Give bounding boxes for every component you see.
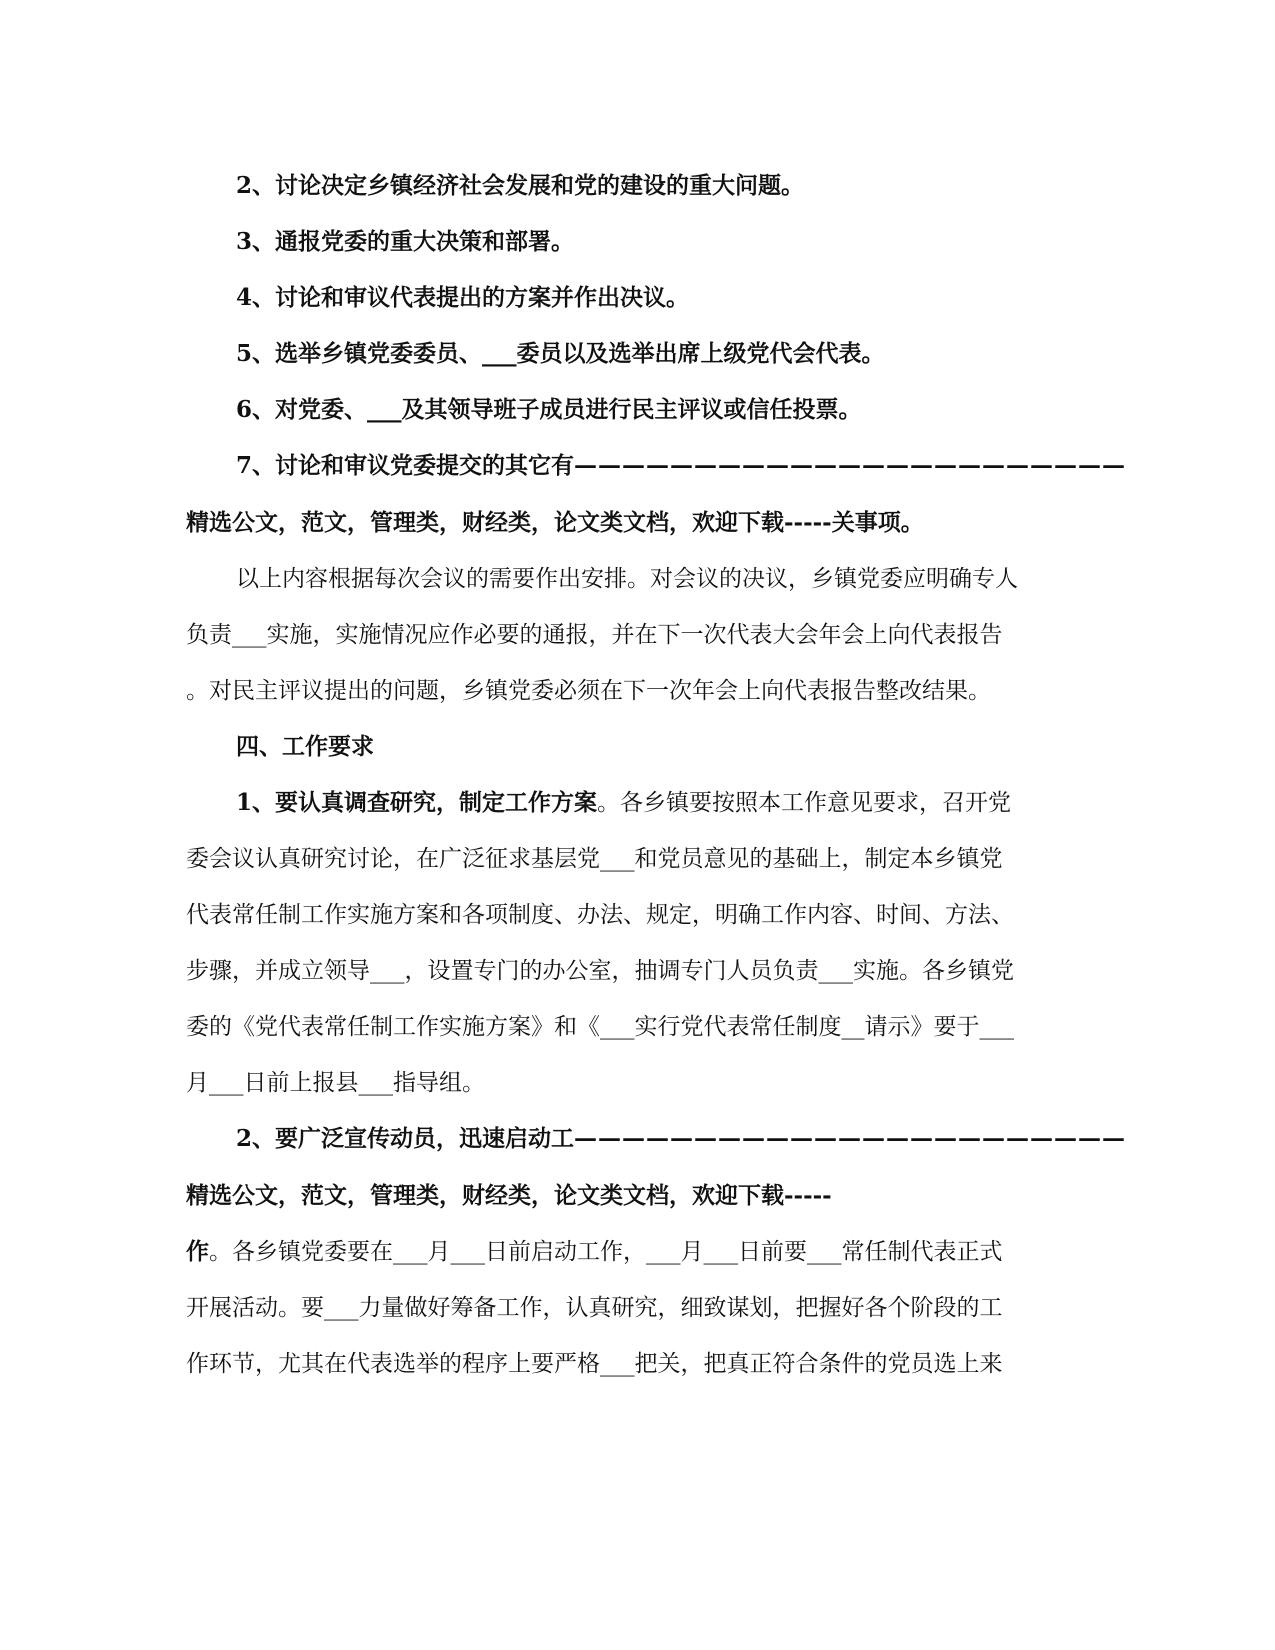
requirement-1-first-line [236,787,1011,819]
requirement-2-cont-lead: 作 [186,1238,209,1265]
requirement-1-lead: 1、要认真调查研究，制定工作方案 [236,789,598,816]
watermark-line: 精选公文，范文，管理类，财经类，论文类文档，欢迎下载-----关事项。 [186,509,924,536]
paragraph-line: 。对民主评议提出的问题，乡镇党委必须在下一次年会上向代表报告整改结果。 [186,678,991,704]
paragraph-line: 代表常任制工作实施方案和各项制度、办法、规定，明确工作内容、时间、方法、 [186,902,1014,928]
list-item-4: 4、讨论和审议代表提出的方案并作出决议。 [236,284,690,311]
watermark-line: 精选公文，范文，管理类，财经类，论文类文档，欢迎下载----- [186,1182,832,1209]
list-item-3: 3、通报党委的重大决策和部署。 [236,228,575,255]
requirement-2-lead: 2、要广泛宣传动员，迅速启动工 [236,1125,575,1152]
requirement-2-continued [186,1236,1003,1268]
requirement-2-first-line [236,1123,1126,1155]
paragraph-line: 委会议认真研究讨论，在广泛征求基层党___和党员意见的基础上，制定本乡镇党 [186,846,1003,872]
list-item-5: 5、选举乡镇党委委员、___委员以及选举出席上级党代会代表。 [236,340,885,367]
paragraph-line: 步骤，并成立领导___，设置专门的办公室，抽调专门人员负责___实施。各乡镇党 [186,958,1014,984]
paragraph-line: 开展活动。要___力量做好筹备工作，认真研究，细致谋划，把握好各个阶段的工 [186,1295,1003,1321]
list-item-2: 2、讨论决定乡镇经济社会发展和党的建设的重大问题。 [236,172,805,199]
paragraph-line: 负责___实施，实施情况应作必要的通报，并在下一次代表大会年会上向代表报告 [186,622,1003,648]
paragraph-line: 以上内容根据每次会议的需要作出安排。对会议的决议，乡镇党委应明确专人 [236,566,1018,592]
requirement-2-cont-rest: 。各乡镇党委要在___月___日前启动工作，___月___日前要___常任制代表正式 [209,1239,1003,1265]
list-item-7 [236,450,1126,482]
section-heading: 四、工作要求 [236,733,374,760]
requirement-1-rest: 。各乡镇要按照本工作意见要求，召开党 [597,790,1012,816]
paragraph-line: 月___日前上报县___指导组。 [186,1070,485,1096]
page-break-dashes: ——————————————————————— [574,1125,1127,1152]
paragraph-line: 作环节，尤其在代表选举的程序上要严格___把关，把真正符合条件的党员选上来 [186,1351,1003,1377]
page-break-dashes: ——————————————————————— [574,452,1127,479]
list-item-6: 6、对党委、___及其领导班子成员进行民主评议或信任投票。 [236,396,862,423]
list-item-7-text: 7、讨论和审议党委提交的其它有 [236,452,575,479]
paragraph-line: 委的《党代表常任制工作实施方案》和《___实行党代表常任制度__请示》要于___ [186,1014,1014,1040]
